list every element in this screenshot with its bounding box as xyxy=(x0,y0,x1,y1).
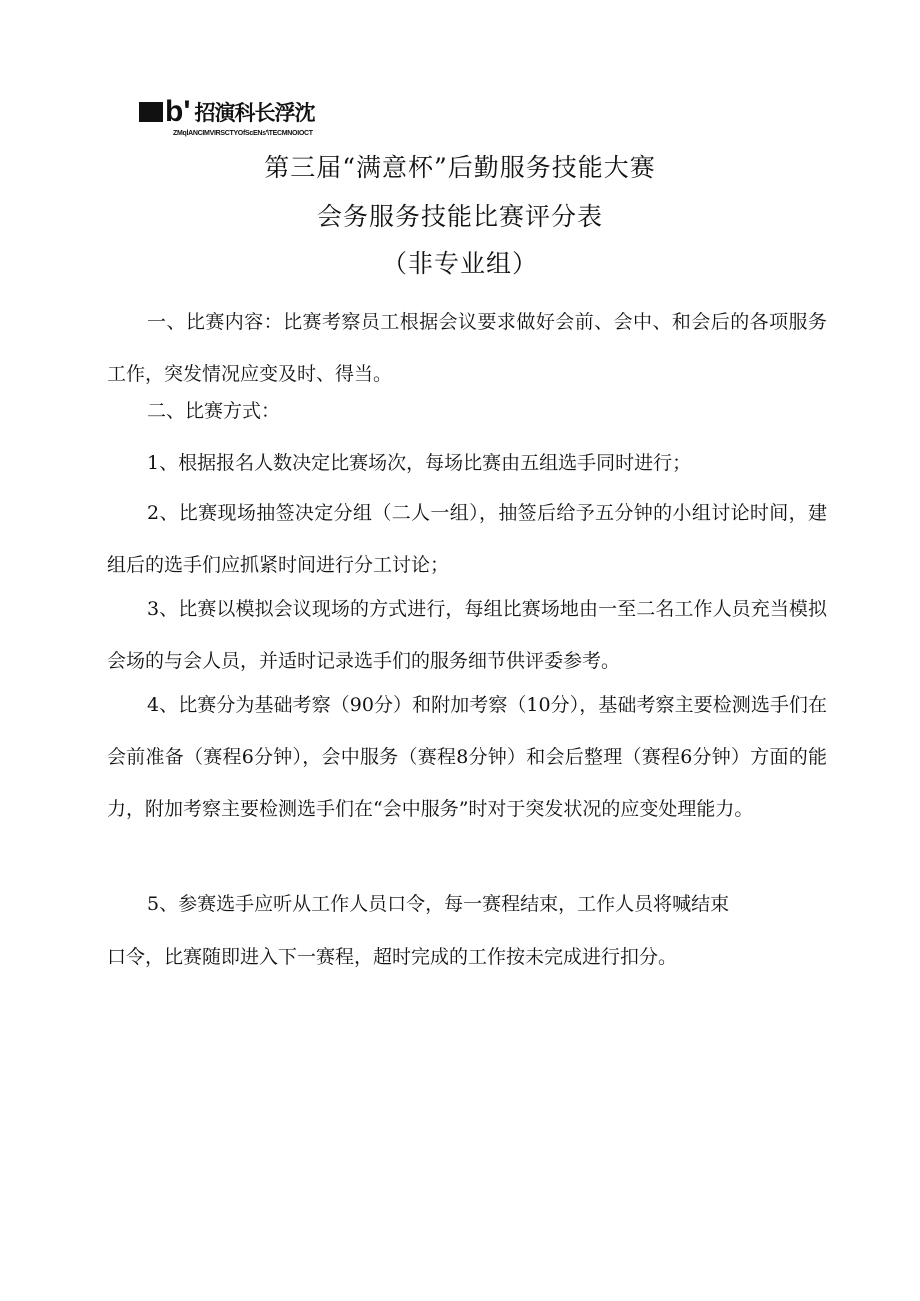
paragraph-method-heading: 二、比赛方式： xyxy=(147,400,281,422)
paragraph-rule-2: 2、比赛现场抽签决定分组（二人一组），抽签后给予五分钟的小组讨论时间，建组后的选手们应抓紧时间进行分工讨论； xyxy=(107,502,827,576)
paragraph-rule-1: 1、根据报名人数决定比赛场次，每场比赛由五组选手同时进行； xyxy=(147,452,692,474)
logo xyxy=(139,94,399,137)
document-title: 第三届“满意杯”后勤服务技能大赛 xyxy=(264,153,656,182)
paragraph-rule-4: 4、比赛分为基础考察（90分）和附加考察（10分），基础考察主要检测选手们在会前准备（赛程6分钟），会中服务（赛程8分钟）和会后整理（赛程6分钟）方面的能力，附加考察主要检测选手们在“会中服务”时对于突发状况的应变处理能力。 xyxy=(107,694,827,820)
paragraph-content: 一、比赛内容：比赛考察员工根据会议要求做好会前、会中、和会后的各项服务工作，突发情况应变及时、得当。 xyxy=(107,311,827,385)
logo-subtext: ZMqlANCIMVIRSCTYOfScENs'\TECMNOIOCT xyxy=(173,130,313,137)
logo-mark: b' xyxy=(165,95,191,128)
logo-text: 招演科长浮沈 xyxy=(194,101,315,125)
paragraph-rule-5-continued: 口令，比赛随即进入下一赛程，超时完成的工作按未完成进行扣分。 xyxy=(107,946,678,968)
logo-main xyxy=(139,94,399,130)
logo-square-icon xyxy=(139,102,163,122)
document-subtitle: 会务服务技能比赛评分表 xyxy=(316,202,603,231)
document-group-label: （非专业组） xyxy=(381,249,538,278)
paragraph-rule-5: 5、参赛选手应听从工作人员口令，每一赛程结束，工作人员将喊结束 xyxy=(147,893,730,915)
paragraph-rule-3: 3、比赛以模拟会议现场的方式进行，每组比赛场地由一至二名工作人员充当模拟会场的与会人员，并适时记录选手们的服务细节供评委参考。 xyxy=(107,598,827,672)
